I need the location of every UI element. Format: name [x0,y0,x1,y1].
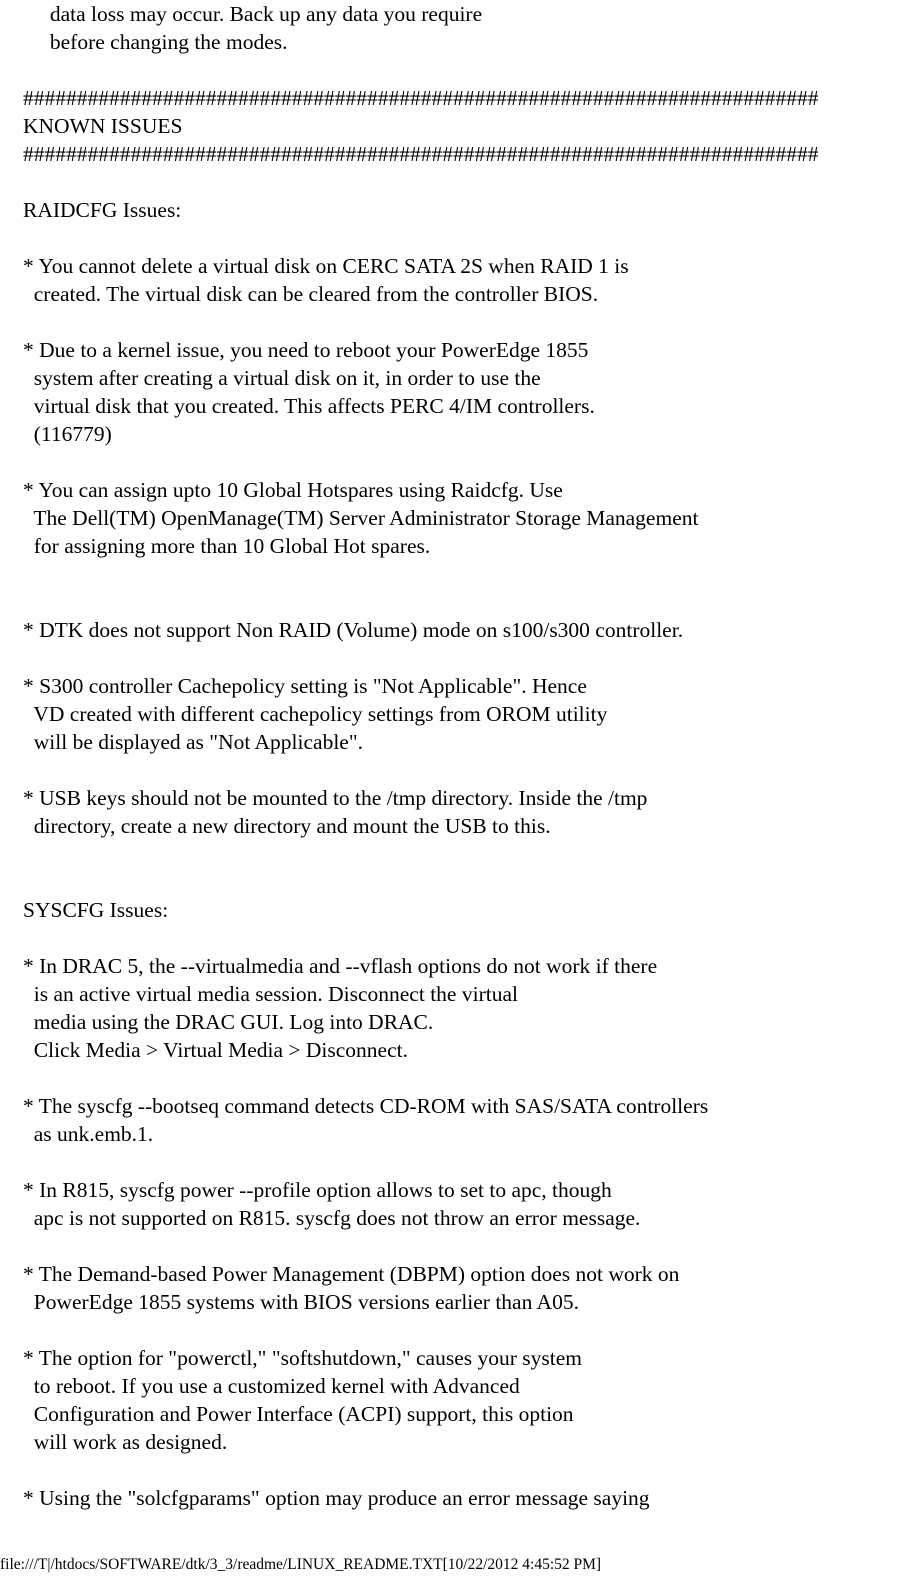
blank-line [23,1456,897,1484]
text-line: is an active virtual media session. Disconnect the virtual [23,982,518,1006]
blank-line [23,560,897,588]
text-line: directory, create a new directory and mount the USB to this. [23,814,551,838]
blank-line [23,1232,897,1260]
blank-line [23,644,897,672]
text-line: * You cannot delete a virtual disk on CERC SATA 2S when RAID 1 is [23,254,629,278]
blank-line [23,756,897,784]
page-footer-file-path: file:///T|/htdocs/SOFTWARE/dtk/3_3/readme/LINUX_README.TXT[10/22/2012 4:45:52 PM] [0,1556,602,1573]
text-line: PowerEdge 1855 systems with BIOS versions earlier than A05. [23,1290,579,1314]
blank-line [23,868,897,896]
separator-line: ########################################################################## [23,142,819,166]
text-line: for assigning more than 10 Global Hot spares. [23,534,431,558]
text-line: * The option for "powerctl," "softshutdown," causes your system [23,1346,582,1370]
text-line: as unk.emb.1. [23,1122,154,1146]
section-heading-known-issues: KNOWN ISSUES [23,114,183,138]
blank-line [23,224,897,252]
blank-line [23,1064,897,1092]
blank-line [23,168,897,196]
subsection-heading-raidcfg: RAIDCFG Issues: [23,198,182,222]
text-line: * You can assign upto 10 Global Hotspares using Raidcfg. Use [23,478,563,502]
text-line: media using the DRAC GUI. Log into DRAC. [23,1010,434,1034]
text-line: created. The virtual disk can be cleared from the controller BIOS. [23,282,599,306]
text-line: virtual disk that you created. This affects PERC 4/IM controllers. [23,394,595,418]
blank-line [23,56,897,84]
text-line: system after creating a virtual disk on it, in order to use the [23,366,541,390]
text-line: * The syscfg --bootseq command detects CD-ROM with SAS/SATA controllers [23,1094,709,1118]
text-line: Click Media > Virtual Media > Disconnect. [23,1038,408,1062]
text-line: apc is not supported on R815. syscfg does not throw an error message. [23,1206,641,1230]
blank-line [23,840,897,868]
text-line: * DTK does not support Non RAID (Volume) mode on s100/s300 controller. [23,618,684,642]
text-line: * USB keys should not be mounted to the /tmp directory. Inside the /tmp [23,786,648,810]
text-line: to reboot. If you use a customized kernel with Advanced [23,1374,520,1398]
text-line: will be displayed as "Not Applicable". [23,730,363,754]
text-line: * The Demand-based Power Management (DBPM) option does not work on [23,1262,680,1286]
text-line: before changing the modes. [23,30,288,54]
text-line: VD created with different cachepolicy settings from OROM utility [23,702,608,726]
blank-line [23,924,897,952]
text-line: * Using the "solcfgparams" option may produce an error message saying [23,1486,650,1510]
text-line: data loss may occur. Back up any data you require [23,2,483,26]
text-line: * In DRAC 5, the --virtualmedia and --vflash options do not work if there [23,954,658,978]
blank-line [23,588,897,616]
blank-line [23,1148,897,1176]
text-line: * Due to a kernel issue, you need to reboot your PowerEdge 1855 [23,338,589,362]
blank-line [23,448,897,476]
subsection-heading-syscfg: SYSCFG Issues: [23,898,169,922]
text-line: (116779) [23,422,112,446]
separator-line: ########################################################################## [23,86,819,110]
blank-line [23,308,897,336]
text-line: The Dell(TM) OpenManage(TM) Server Administrator Storage Management [23,506,699,530]
blank-line [23,1316,897,1344]
text-line: * S300 controller Cachepolicy setting is "Not Applicable". Hence [23,674,587,698]
readme-text-body [23,0,897,1512]
text-line: Configuration and Power Interface (ACPI) support, this option [23,1402,574,1426]
text-line: will work as designed. [23,1430,228,1454]
text-line: * In R815, syscfg power --profile option allows to set to apc, though [23,1178,612,1202]
